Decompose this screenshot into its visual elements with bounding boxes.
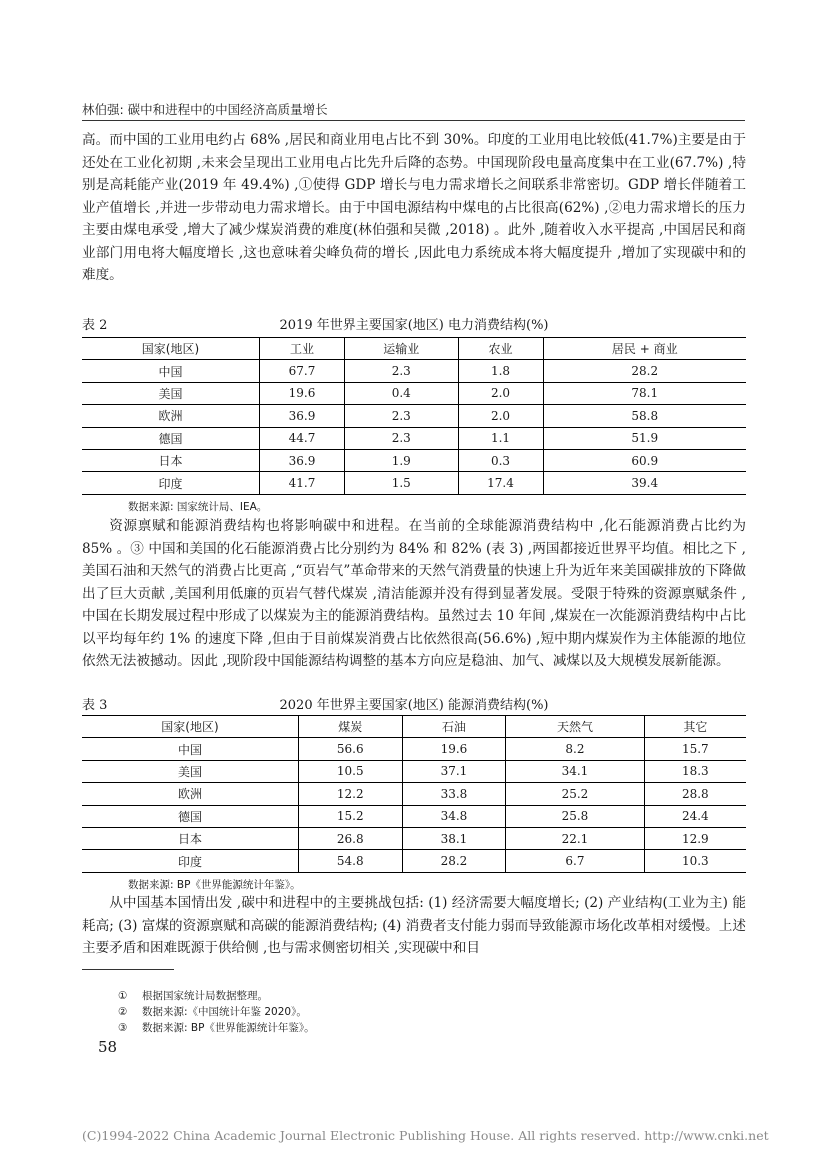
body-paragraph-3: 从中国基本国情出发 ,碳中和进程中的主要挑战包括: (1) 经济需要大幅度增长; (2) 产业结构(工业为主) 能耗高; (3) 富煤的资源禀赋和高碳的能源消费结构; (4) 消费者支付能力弱而导致能源市场化改革相对缓慢。上述主要矛盾和困难既源于供给侧 ,也与需求侧密切相关 ,实现碳中和目 <box>82 895 746 956</box>
table-row <box>82 360 746 382</box>
table-row <box>82 783 746 805</box>
footnote-text: 根据国家统计局数据整理。 <box>142 990 268 1002</box>
value-cell: 19.6 <box>402 738 506 760</box>
table3-source: 数据来源: BP《世界能源统计年鉴》。 <box>128 879 301 891</box>
row-label-cell: 美国 <box>158 386 183 401</box>
value-cell: 2.3 <box>344 360 458 382</box>
footnote-text: 数据来源: BP《世界能源统计年鉴》。 <box>142 1022 315 1034</box>
table-header-row <box>82 716 746 738</box>
copyright-notice: (C)1994-2022 China Academic Journal Electronic Publishing House. All rights reserved. http://www.cnki.net <box>82 1128 769 1143</box>
value-cell: 25.2 <box>506 783 644 805</box>
value-cell: 8.2 <box>506 738 644 760</box>
column-header: 其它 <box>644 716 746 738</box>
value-cell: 33.8 <box>402 783 506 805</box>
column-header: 居民 + 商业 <box>543 338 746 360</box>
row-label-cell: 日本 <box>158 454 183 469</box>
value-cell: 37.1 <box>402 760 506 782</box>
table3-label: 表 3 <box>82 698 108 713</box>
footnote-3 <box>118 1020 315 1035</box>
value-cell: 15.7 <box>644 738 746 760</box>
value-cell: 34.1 <box>506 760 644 782</box>
value-cell: 28.2 <box>543 360 746 382</box>
value-cell: 0.3 <box>458 449 543 471</box>
table-row <box>82 405 746 427</box>
table2-label: 表 2 <box>82 318 108 333</box>
table-row <box>82 472 746 494</box>
column-header: 国家(地区) <box>161 720 219 735</box>
value-cell: 18.3 <box>644 760 746 782</box>
value-cell: 67.7 <box>259 360 344 382</box>
row-label-cell: 美国 <box>177 764 202 779</box>
table-row <box>82 427 746 449</box>
table-row <box>82 850 746 872</box>
row-label-cell: 中国 <box>158 364 183 379</box>
header-divider <box>82 120 745 121</box>
value-cell: 2.3 <box>344 405 458 427</box>
value-cell: 1.5 <box>344 472 458 494</box>
table3-caption <box>82 694 746 714</box>
value-cell: 24.4 <box>644 805 746 827</box>
body-paragraph-1: 高。而中国的工业用电约占 68% ,居民和商业用电占比不到 30%。印度的工业用电比较低(41.7%)主要是由于还处在工业化初期 ,未来会呈现出工业用电占比先升后降的态势。中国现阶段电量高度集中在工业(67.7%) ,特别是高耗能产业(2019 年 49.4%) ,①使得 GDP 增长与电力需求增长之间联系非常密切。GDP 增长伴随着工业产值增长 ,并进一步带动电力需求增长。由于中国电源结构中煤电的占比很高(62%) ,②电力需求增长的压力主要由煤电承受 ,增大了减少煤炭消费的难度(林伯强和吴微 ,2018) 。此外 ,随着收入水平提高 ,中国居民和商业部门用电将大幅度增长 ,这也意味着尖峰负荷的增长 ,因此电力系统成本将大幅度提升 ,增加了实现碳中和的难度。 <box>82 132 746 283</box>
value-cell: 25.8 <box>506 805 644 827</box>
row-label-cell: 欧洲 <box>177 787 202 802</box>
value-cell: 28.8 <box>644 783 746 805</box>
footnote-2 <box>118 1004 307 1019</box>
column-header: 运输业 <box>344 338 458 360</box>
value-cell: 2.0 <box>458 405 543 427</box>
table-row <box>82 382 746 404</box>
body-paragraph-2: 资源禀赋和能源消费结构也将影响碳中和进程。在当前的全球能源消费结构中 ,化石能源消费占比约为 85% 。③ 中国和美国的化石能源消费占比分别约为 84% 和 82% (表 3) ,两国都接近世界平均值。相比之下 ,美国石油和天然气的消费占比更高 ,“页岩气”革命带来的天然气消费量的快速上升为近年来美国碳排放的下降做出了巨大贡献 ,美国利用低廉的页岩气替代煤炭 ,清洁能源并没有得到显著发展。受限于特殊的资源禀赋条件 ,中国在长期发展过程中形成了以煤炭为主的能源消费结构。虽然过去 10 年间 ,煤炭在一次能源消费结构中占比以平均每年约 1% 的速度下降 ,但由于目前煤炭消费占比依然很高(56.6%) ,短中期内煤炭作为主体能源的地位依然无法被撼动。因此 ,现阶段中国能源结构调整的基本方向应是稳油、加气、减煤以及大规模发展新能源。 <box>82 518 746 669</box>
row-label-cell: 欧洲 <box>158 409 183 424</box>
table2 <box>82 337 746 495</box>
value-cell: 12.2 <box>298 783 402 805</box>
table-row <box>82 827 746 849</box>
value-cell: 1.9 <box>344 449 458 471</box>
footnote-mark: ② <box>118 1006 128 1018</box>
footnote-divider <box>82 969 174 970</box>
value-cell: 15.2 <box>298 805 402 827</box>
value-cell: 56.6 <box>298 738 402 760</box>
table3-title: 2020 年世界主要国家(地区) 能源消费结构(%) <box>279 698 549 713</box>
value-cell: 12.9 <box>644 827 746 849</box>
value-cell: 60.9 <box>543 449 746 471</box>
row-label-cell: 德国 <box>158 431 183 446</box>
value-cell: 17.4 <box>458 472 543 494</box>
value-cell: 36.9 <box>259 405 344 427</box>
column-header: 石油 <box>402 716 506 738</box>
row-label-cell: 中国 <box>177 742 202 757</box>
table2-source: 数据来源: 国家统计局、IEA。 <box>128 501 268 513</box>
value-cell: 78.1 <box>543 382 746 404</box>
value-cell: 28.2 <box>402 850 506 872</box>
value-cell: 41.7 <box>259 472 344 494</box>
value-cell: 2.3 <box>344 427 458 449</box>
table-row <box>82 738 746 760</box>
value-cell: 34.8 <box>402 805 506 827</box>
value-cell: 19.6 <box>259 382 344 404</box>
footnote-mark: ③ <box>118 1022 128 1034</box>
footnote-text: 数据来源:《中国统计年鉴 2020》。 <box>142 1006 307 1018</box>
row-label-cell: 德国 <box>177 809 202 824</box>
table2-caption <box>82 314 746 334</box>
value-cell: 1.1 <box>458 427 543 449</box>
value-cell: 39.4 <box>543 472 746 494</box>
column-header: 国家(地区) <box>141 342 200 357</box>
page-number: 58 <box>98 1038 118 1056</box>
column-header: 农业 <box>458 338 543 360</box>
footnote-mark: ① <box>118 990 128 1002</box>
value-cell: 10.3 <box>644 850 746 872</box>
value-cell: 22.1 <box>506 827 644 849</box>
column-header: 天然气 <box>506 716 644 738</box>
table2-title: 2019 年世界主要国家(地区) 电力消费结构(%) <box>279 318 549 333</box>
table-row <box>82 449 746 471</box>
value-cell: 6.7 <box>506 850 644 872</box>
running-header: 林伯强: 碳中和进程中的中国经济高质量增长 <box>82 102 328 117</box>
value-cell: 58.8 <box>543 405 746 427</box>
value-cell: 0.4 <box>344 382 458 404</box>
row-label-cell: 印度 <box>158 476 183 491</box>
table-header-row <box>82 338 746 360</box>
table-row <box>82 805 746 827</box>
value-cell: 36.9 <box>259 449 344 471</box>
value-cell: 26.8 <box>298 827 402 849</box>
footnote-1 <box>118 988 268 1003</box>
value-cell: 1.8 <box>458 360 543 382</box>
value-cell: 54.8 <box>298 850 402 872</box>
column-header: 煤炭 <box>298 716 402 738</box>
row-label-cell: 日本 <box>177 832 202 847</box>
column-header: 工业 <box>259 338 344 360</box>
table3 <box>82 715 746 873</box>
table-row <box>82 760 746 782</box>
value-cell: 44.7 <box>259 427 344 449</box>
value-cell: 10.5 <box>298 760 402 782</box>
value-cell: 38.1 <box>402 827 506 849</box>
value-cell: 2.0 <box>458 382 543 404</box>
value-cell: 51.9 <box>543 427 746 449</box>
row-label-cell: 印度 <box>177 854 202 869</box>
